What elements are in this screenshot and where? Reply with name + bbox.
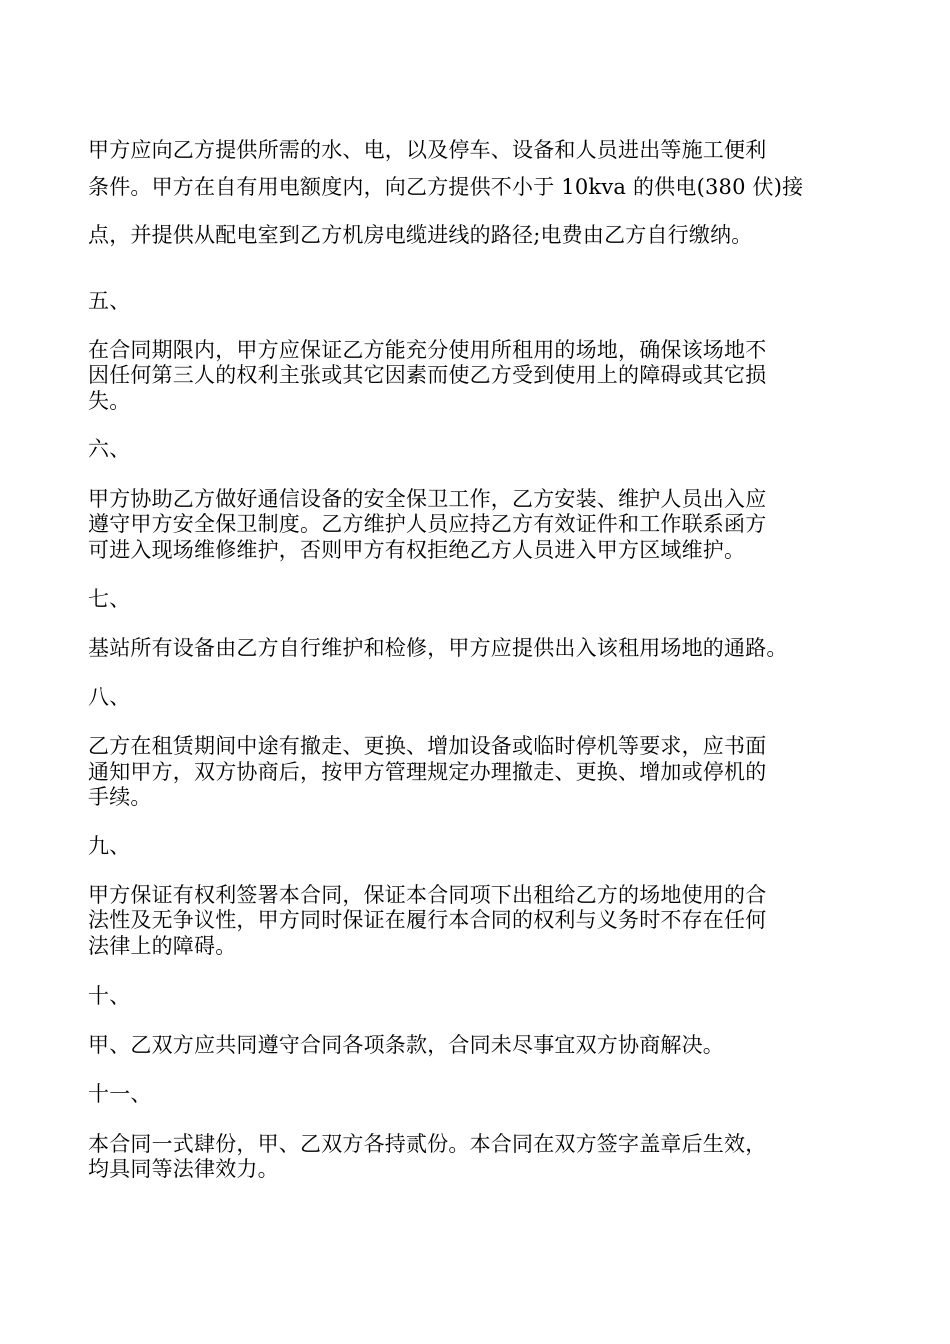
paragraph-line: 甲、乙双方应共同遵守合同各项条款，合同未尽事宜双方协商解决。 — [88, 1033, 724, 1057]
section-heading: 五、 — [88, 289, 131, 313]
paragraph-line: 手续。 — [88, 785, 152, 809]
section-heading: 六、 — [88, 437, 131, 461]
paragraph-line: 基站所有设备由乙方自行维护和检修，甲方应提供出入该租用场地的通路。 — [88, 636, 788, 660]
paragraph-line: 本合同一式肆份，甲、乙双方各持贰份。本合同在双方签字盖章后生效， — [88, 1132, 767, 1156]
paragraph-line: 条件。甲方在自有用电额度内，向乙方提供不小于 10kva 的供电(380 伏)接 — [88, 175, 804, 199]
section-heading: 九、 — [88, 834, 131, 858]
paragraph-line: 法律上的障碍。 — [88, 934, 237, 958]
section-heading: 十、 — [88, 984, 131, 1008]
paragraph-line: 可进入现场维修维护，否则甲方有权拒绝乙方人员进入甲方区域维护。 — [88, 538, 746, 562]
paragraph-line: 甲方保证有权利签署本合同，保证本合同项下出租给乙方的场地使用的合 — [88, 883, 767, 907]
paragraph-line: 失。 — [88, 389, 131, 413]
paragraph-line: 遵守甲方安全保卫制度。乙方维护人员应持乙方有效证件和工作联系函方 — [88, 512, 767, 536]
paragraph-line: 点，并提供从配电室到乙方机房电缆进线的路径;电费由乙方自行缴纳。 — [88, 223, 753, 247]
paragraph-line: 通知甲方，双方协商后，按甲方管理规定办理撤走、更换、增加或停机的 — [88, 760, 767, 784]
paragraph-line: 均具同等法律效力。 — [88, 1157, 279, 1181]
paragraph-line: 甲方应向乙方提供所需的水、电，以及停车、设备和人员进出等施工便利 — [88, 138, 767, 162]
paragraph-line: 在合同期限内，甲方应保证乙方能充分使用所租用的场地，确保该场地不 — [88, 338, 767, 362]
section-heading: 八、 — [88, 685, 131, 709]
paragraph-line: 法性及无争议性，甲方同时保证在履行本合同的权利与义务时不存在任何 — [88, 908, 767, 932]
section-heading: 七、 — [88, 587, 131, 611]
paragraph-line: 因任何第三人的权利主张或其它因素而使乙方受到使用上的障碍或其它损 — [88, 363, 767, 387]
section-heading: 十一、 — [88, 1082, 152, 1106]
paragraph-line: 乙方在租赁期间中途有撤走、更换、增加设备或临时停机等要求，应书面 — [88, 734, 767, 758]
paragraph-line: 甲方协助乙方做好通信设备的安全保卫工作，乙方安装、维护人员出入应 — [88, 487, 767, 511]
